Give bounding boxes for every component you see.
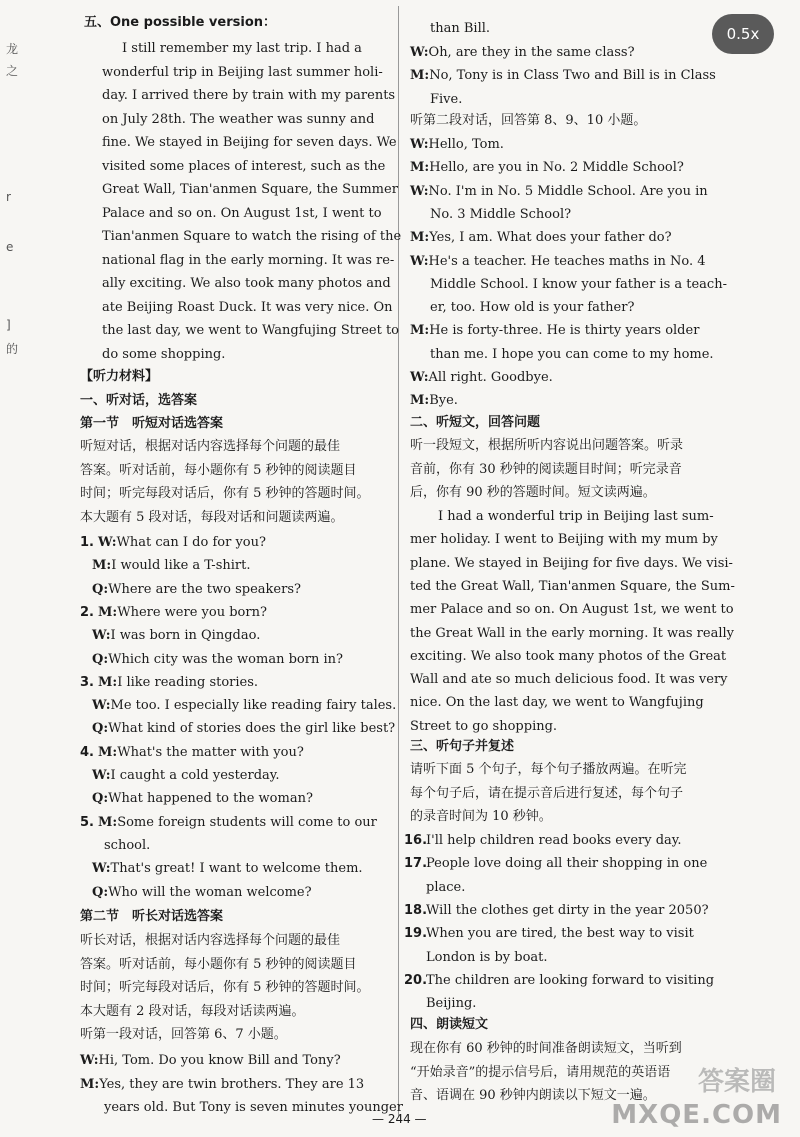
passage-line: I had a wonderful trip in Beijing last sum-: [438, 509, 714, 524]
dialog-line: [410, 322, 699, 340]
instruction-line: 时间；听完每段对话后，你有 5 秒钟的答题时间。: [80, 486, 370, 501]
essay-line: Great Wall, Tian'anmen Square, the Summer: [102, 182, 398, 197]
essay-line: national flag in the early morning. It was re-: [102, 252, 395, 268]
speaker-label: M:: [410, 160, 430, 176]
dialog-text: Middle School. I know your father is a teach-: [430, 276, 727, 292]
passage-line: ted the Great Wall, Tian'anmen Square, the Sum-: [410, 578, 735, 594]
dialog-instruction: 听第二段对话，回答第 8、9、10 小题。: [410, 113, 647, 128]
passage-line: mer Palace and so on. On August 1st, we went to: [410, 602, 734, 618]
speaker-label: M:: [80, 1076, 100, 1092]
instruction-line: 本大题有 2 段对话，每段对话读两遍。: [80, 1003, 305, 1019]
section-five-title: 五、One possible version：: [84, 15, 277, 30]
sentence-number: 18.: [404, 902, 428, 918]
instruction-line: 现在你有 60 秒钟的时间准备朗读短文，当听到: [410, 1041, 682, 1056]
dialog-text: What happened to the woman?: [108, 791, 313, 807]
speaker-label: W:: [92, 628, 111, 644]
speaker-label: M:: [98, 604, 118, 620]
dialog-text: He's a teacher. He teaches maths in No. 4: [428, 253, 706, 269]
part-four-title: 四、朗读短文: [410, 1017, 489, 1032]
instruction-line: 答案。听对话前，每小题你有 5 秒钟的阅读题目: [80, 462, 357, 478]
dialog-text: Yes, they are twin brothers. They are 13: [99, 1076, 365, 1092]
margin-mark: ]: [6, 318, 11, 332]
page-number: — 244 —: [372, 1112, 427, 1126]
dialog-line: [98, 674, 258, 692]
dialog-line: [410, 253, 706, 271]
speaker-label: Q:: [92, 721, 109, 737]
dialog-text: Which city was the woman born in?: [108, 651, 343, 667]
dialog-line: [410, 136, 504, 154]
dialog-line: [98, 744, 304, 762]
essay-line: Tian'anmen Square to watch the rising of the: [102, 229, 402, 244]
dialog-text: He is forty-three. He is thirty years older: [429, 323, 700, 339]
essay-line: I still remember my last trip. I had a: [122, 41, 362, 56]
passage-line: the Great Wall in the early morning. It was really: [410, 625, 734, 641]
dialog-text: Hi, Tom. Do you know Bill and Tony?: [98, 1053, 341, 1068]
dialog-text: than me. I hope you can come to my home.: [430, 346, 714, 362]
section-one-title: 第一节 听短对话选答案: [80, 416, 224, 431]
passage-line: nice. On the last day, we went to Wangfujing: [410, 695, 704, 711]
dialog-text: Some foreign students will come to our: [117, 814, 377, 830]
dialog-line: [92, 581, 301, 599]
speaker-label: Q:: [92, 651, 109, 667]
dialog-text: I caught a cold yesterday.: [110, 768, 280, 783]
question-number: 5.: [80, 814, 94, 830]
dialog-text: Where are the two speakers?: [108, 581, 301, 597]
dialog-text: than Bill.: [430, 21, 491, 36]
dialog-line: [410, 44, 635, 62]
speaker-label: M:: [410, 323, 430, 339]
margin-mark: e: [6, 240, 14, 254]
dialog-text: All right. Goodbye.: [428, 370, 553, 385]
dialog-text: I would like a T-shirt.: [111, 558, 251, 574]
instruction-line: 听第一段对话，回答第 6、7 小题。: [80, 1027, 287, 1042]
watermark-top-text: 答案圈: [697, 1067, 776, 1097]
section-two-title: 第二节 听长对话选答案: [80, 909, 224, 924]
speaker-label: W:: [410, 253, 429, 269]
sentence-line: The children are looking forward to visiting: [426, 972, 715, 988]
dialog-line: [104, 1099, 403, 1117]
dialog-text: What's the matter with you?: [117, 744, 304, 760]
question-number: 1.: [80, 535, 94, 550]
dialog-text: I was born in Qingdao.: [110, 628, 261, 644]
watermark-url: MXQE.COM: [611, 1100, 782, 1130]
speaker-label: W:: [92, 698, 111, 714]
dialog-line: [430, 276, 727, 294]
essay-line: fine. We stayed in Beijing for seven days. We: [102, 135, 397, 150]
column-divider: [398, 6, 399, 1116]
speaker-label: W:: [410, 370, 429, 385]
dialog-text: No, Tony is in Class Two and Bill is in Class: [429, 68, 716, 83]
passage-line: mer holiday. I went to Beijing with my mum by: [410, 532, 718, 548]
speaker-label: Q:: [92, 791, 109, 807]
instruction-line: 时间；听完每段对话后，你有 5 秒钟的答题时间。: [80, 980, 370, 995]
passage-line: plane. We stayed in Beijing for five days. We visi-: [410, 555, 733, 571]
dialog-line: [410, 183, 708, 201]
speaker-label: M:: [98, 674, 118, 690]
dialog-line: [92, 790, 313, 808]
instruction-line: 本大题有 5 段对话，每段对话和问题读两遍。: [80, 509, 344, 525]
dialog-text: school.: [104, 837, 151, 853]
dialog-line: [92, 720, 395, 738]
dialog-text: Bye.: [429, 393, 458, 409]
dialog-line: [410, 67, 716, 85]
dialog-line: [98, 534, 266, 552]
dialog-line: [92, 767, 280, 785]
dialog-text: What kind of stories does the girl like best?: [108, 721, 396, 737]
speaker-label: M:: [98, 744, 118, 760]
dialog-line: [430, 206, 571, 224]
dialog-text: Where were you born?: [117, 604, 267, 620]
speaker-label: M:: [410, 68, 430, 83]
sentence-line: Will the clothes get dirty in the year 2050?: [426, 902, 709, 918]
instruction-line: 后，你有 90 秒的答题时间。短文读两遍。: [410, 485, 656, 500]
speaker-label: M:: [92, 558, 112, 574]
sentence-number: 17.: [404, 856, 428, 872]
dialog-text: No. I'm in No. 5 Middle School. Are you in: [428, 183, 708, 199]
sentence-number: 20.: [404, 972, 428, 988]
dialog-line: [92, 651, 343, 669]
instruction-line: 每个句子后，请在提示音后进行复述，每个句子: [410, 785, 684, 801]
essay-line: wonderful trip in Beijing last summer holi-: [102, 64, 383, 80]
essay-line: ate Beijing Roast Duck. It was very nice. On: [102, 299, 393, 315]
dialog-line: [430, 91, 462, 109]
speaker-label: Q:: [92, 884, 109, 900]
dialog-text: Five.: [430, 91, 463, 107]
site-watermark: [600, 1060, 800, 1134]
instruction-line: 的录音时间为 10 秒钟。: [410, 809, 552, 824]
instruction-line: 答案。听对话前，每小题你有 5 秒钟的阅读题目: [80, 956, 357, 972]
sentence-line: I'll help children read books every day.: [426, 833, 682, 848]
speaker-label: W:: [92, 768, 111, 783]
instruction-line: 音、语调在 90 秒钟内朗读以下短文一遍。: [410, 1088, 656, 1103]
question-number: 4.: [80, 744, 94, 760]
instruction-line: 听长对话，根据对话内容选择每个问题的最佳: [80, 933, 341, 948]
speaker-label: W:: [410, 183, 429, 199]
dialog-line: [98, 814, 377, 832]
speaker-label: M:: [410, 393, 430, 409]
part-three-title: 三、听句子并复述: [410, 739, 515, 754]
dialog-line: [410, 159, 684, 177]
dialog-line: [80, 1052, 341, 1070]
sentence-line: London is by boat.: [426, 949, 548, 965]
speaker-label: W:: [410, 44, 429, 60]
dialog-line: [98, 604, 267, 622]
dialog-text: No. 3 Middle School?: [430, 206, 572, 222]
speaker-label: M:: [410, 230, 430, 246]
essay-line: day. I arrived there by train with my parents: [102, 88, 396, 103]
sentence-number: 16.: [404, 833, 428, 848]
part-two-title: 二、听短文，回答问题: [410, 415, 541, 430]
sentence-line: place.: [426, 879, 466, 895]
dialog-text: That's great! I want to welcome them.: [110, 861, 363, 877]
question-number: 2.: [80, 604, 94, 620]
instruction-line: “开始录音”的提示信号后，请用规范的英语语: [410, 1064, 671, 1080]
speaker-label: W:: [98, 535, 117, 550]
passage-line: exciting. We also took many photos of the Great: [410, 648, 727, 664]
speaker-label: W:: [92, 861, 111, 877]
dialog-line: [92, 860, 363, 878]
dialog-line: [104, 837, 150, 855]
passage-line: Wall and ate so much delicious food. It was very: [410, 672, 728, 688]
speaker-label: W:: [80, 1053, 99, 1068]
essay-line: ally exciting. We also took many photos and: [102, 276, 391, 291]
dialog-text: er, too. How old is your father?: [430, 300, 635, 316]
margin-mark: 之: [6, 64, 19, 78]
speaker-label: Q:: [92, 581, 109, 597]
question-number: 3.: [80, 674, 94, 690]
speaker-label: M:: [98, 814, 118, 830]
dialog-line: [430, 20, 490, 38]
dialog-text: Me too. I especially like reading fairy tales.: [110, 698, 397, 714]
part-one-title: 一、听对话，选答案: [80, 393, 198, 408]
dialog-text: years old. But Tony is seven minutes younger: [104, 1100, 403, 1115]
essay-line: Palace and so on. On August 1st, I went to: [102, 205, 382, 221]
dialog-text: Oh, are they in the same class?: [428, 44, 635, 60]
sentence-line: People love doing all their shopping in one: [426, 856, 708, 872]
essay-line: visited some places of interest, such as the: [102, 158, 386, 174]
instruction-line: 请听下面 5 个句子，每个句子播放两遍。在听完: [410, 762, 687, 777]
dialog-text: Yes, I am. What does your father do?: [429, 230, 672, 246]
dialog-text: What can I do for you?: [116, 535, 266, 550]
essay-line: on July 28th. The weather was sunny and: [102, 111, 375, 127]
margin-mark: 龙: [6, 42, 19, 56]
essay-line: do some shopping.: [102, 346, 226, 362]
dialog-text: Hello, Tom.: [428, 137, 504, 152]
dialog-line: [410, 229, 672, 247]
essay-line: the last day, we went to Wangfujing Street to: [102, 323, 400, 338]
dialog-line: [92, 697, 396, 715]
speaker-label: W:: [410, 137, 429, 152]
dialog-text: Who will the woman welcome?: [108, 884, 312, 900]
dialog-text: Hello, are you in No. 2 Middle School?: [429, 160, 684, 176]
sentence-line: Beijing.: [426, 996, 477, 1012]
dialog-line: [80, 1076, 364, 1094]
margin-mark: r: [6, 190, 11, 204]
zoom-level-badge[interactable]: 0.5x: [712, 14, 774, 54]
margin-mark: 的: [6, 342, 19, 356]
dialog-line: [92, 557, 250, 575]
sentence-line: When you are tired, the best way to visit: [426, 926, 694, 942]
dialog-line: [410, 369, 553, 387]
instruction-line: 听一段短文，根据所听内容说出问题答案。听录: [410, 438, 684, 453]
dialog-line: [410, 392, 458, 410]
dialog-text: I like reading stories.: [117, 674, 259, 690]
instruction-line: 听短对话，根据对话内容选择每个问题的最佳: [80, 439, 341, 454]
dialog-line: [92, 884, 312, 902]
dialog-line: [430, 346, 714, 364]
dialog-line: [92, 627, 260, 645]
passage-line: Street to go shopping.: [410, 718, 558, 734]
sentence-number: 19.: [404, 926, 428, 942]
listening-material-title: 【听力材料】: [80, 369, 159, 384]
instruction-line: 音前，你有 30 秒钟的阅读题目时间；听完录音: [410, 461, 682, 477]
dialog-line: [430, 299, 634, 317]
